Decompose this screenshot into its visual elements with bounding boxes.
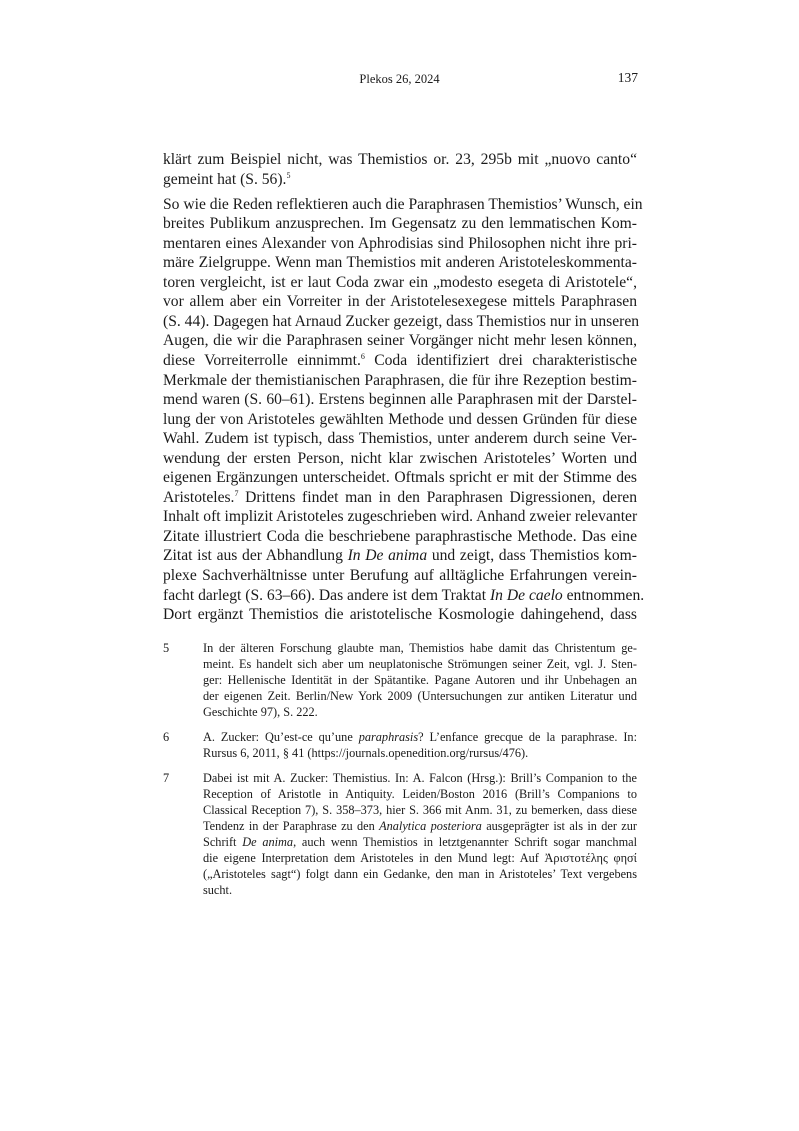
paragraph (163, 195, 645, 625)
text-run: Aristoteles. (163, 488, 235, 506)
text-line (163, 234, 637, 254)
text-line (163, 390, 637, 410)
text-run: Zitate illustriert Coda die beschriebene paraphrastische Methode. Das eine (163, 527, 637, 545)
text-line (163, 410, 637, 430)
text-line (163, 331, 637, 351)
footnote-6 (163, 729, 637, 761)
text-line (203, 786, 637, 802)
text-line (203, 640, 637, 656)
text-run: Classical Reception 7), S. 358–373, hier S. 366 mit Anm. 31, zu bemerken, dass diese (203, 803, 637, 817)
text-run: Dort ergänzt Themistios die aristotelische Kosmologie dahingehend, dass (163, 606, 637, 624)
text-line (203, 656, 637, 672)
text-run: Zitat ist aus der Abhandlung (163, 547, 348, 565)
text-run: Geschichte 97), S. 222. (203, 705, 318, 719)
text-run: Drittens findet man in den Paraphrasen Digressionen, deren (238, 488, 637, 506)
text-run: ? L’enfance grecque de la paraphrase. In: (418, 730, 637, 744)
text-run: breites Publikum anzusprechen. Im Gegensatz zu den lemmatischen Kom- (163, 215, 637, 233)
footnotes (163, 640, 637, 907)
text-run: Inhalt oft implizit Aristoteles zugeschrieben wird. Anhand zweier relevanter (163, 508, 638, 526)
text-line (163, 566, 637, 586)
text-line (203, 802, 637, 818)
text-run: mend waren (S. 60–61). Erstens beginnen alle Paraphrasen mit der Darstel- (163, 391, 637, 409)
text-run: Coda identifiziert drei charakteristische (364, 351, 638, 369)
footnote-number: 5 (163, 641, 170, 655)
text-line (163, 429, 637, 449)
text-run: facht darlegt (S. 63–66). Das andere ist dem Traktat (163, 586, 490, 604)
text-run: ausgeprägter ist als in der zur (481, 819, 637, 833)
text-line (163, 292, 637, 312)
text-run: die eigene Interpretation dem Aristoteles in den Mund legt: Auf Ἀριστοτέλης φησί (203, 851, 637, 865)
paragraph (163, 150, 637, 189)
text-line (163, 253, 637, 273)
text-line (163, 214, 637, 234)
text-line (203, 850, 637, 866)
text-run: entnommen. (562, 586, 645, 604)
text-run: In der älteren Forschung glaubte man, Themistios habe damit das Christentum ge- (203, 641, 637, 655)
text-run: („Aristoteles sagt“) folgt dann ein Gedanke, den man in Aristoteles’ Text vergebens (203, 867, 637, 881)
text-run: gemeint hat (S. 56). (163, 170, 287, 188)
text-line (163, 351, 637, 371)
text-run: lung der von Aristoteles gewählten Methode und dessen Gründen für diese (163, 410, 637, 428)
italic-title: Analytica posteriora (379, 819, 482, 833)
text-line (163, 527, 637, 547)
text-line (203, 672, 637, 688)
text-line (163, 605, 637, 625)
text-run: meint. Es handelt sich aber um neuplatonische Strömungen seiner Zeit, vgl. J. Sten- (203, 657, 637, 671)
text-line (163, 273, 637, 293)
italic-title: paraphrasis (358, 730, 419, 744)
text-run: wendung der ersten Person, nicht klar zwischen Aristoteles’ Worten und (163, 449, 637, 467)
text-run: (S. 44). Dagegen hat Arnaud Zucker gezeigt, dass Themistios nur in unseren (163, 312, 640, 330)
text-run: der eigenen Zeit. Berlin/New York 2009 (Untersuchungen zur antiken Literatur und (203, 689, 637, 703)
text-run: sucht. (203, 883, 233, 897)
text-run: eigenen Ergänzungen unterscheidet. Oftmals spricht er mit der Stimme des (163, 469, 637, 487)
text-line (203, 834, 637, 850)
text-run: klärt zum Beispiel nicht, was Themistios or. 23, 295b mit „nuovo canto“ (163, 151, 637, 168)
text-run: und zeigt, dass Themistios kom- (427, 547, 637, 565)
text-run: Wahl. Zudem ist typisch, dass Themistios, unter anderem durch seine Ver- (163, 430, 637, 448)
text-line (163, 312, 640, 332)
italic-title: De anima (242, 835, 294, 849)
footnote-reference[interactable]: 6 (360, 351, 365, 361)
body-text (163, 150, 645, 630)
text-run: mentaren eines Alexander von Aphrodisias sind Philosophen nicht ihre pri- (163, 234, 637, 252)
running-head: Plekos 26, 2024 (359, 72, 440, 86)
text-run: Dabei ist mit A. Zucker: Themistius. In: A. Falcon (Hrsg.): Brill’s Companion to the (203, 771, 637, 785)
text-run: vor allem aber ein Vorreiter in der Aristotelesexegese mittels Paraphrasen (163, 293, 637, 311)
text-line (163, 371, 637, 391)
text-run: , auch wenn Themistios in letztgenannter Schrift sogar manchmal (293, 835, 638, 849)
text-run: plexe Sachverhältnisse unter Berufung auf alltägliche Erfahrungen verein- (163, 566, 637, 584)
text-line (203, 729, 637, 745)
text-line (203, 882, 637, 898)
text-line (163, 546, 637, 566)
text-line (203, 704, 637, 720)
text-run: Reception of Aristotle in Antiquity. Leiden/Boston 2016 (Brill’s Companions to (203, 787, 637, 801)
text-line (163, 449, 637, 469)
text-run: Tendenz in der Paraphrase zu den (203, 819, 380, 833)
footnote-number: 6 (163, 730, 170, 744)
text-run: toren vergleicht, ist er laut Coda zwar ein „modesto esegeta di Aristotele“, (163, 273, 637, 291)
text-line (163, 195, 643, 215)
text-run: märe Zielgruppe. Wenn man Themistios mit anderen Aristoteleskommenta- (163, 254, 637, 272)
text-run: diese Vorreiterrolle einnimmt. (163, 351, 361, 369)
text-run: Schrift (203, 835, 243, 849)
text-line (203, 818, 637, 834)
text-line (203, 866, 637, 882)
text-line (163, 586, 645, 606)
page-number: 137 (617, 70, 638, 85)
text-line (163, 170, 637, 190)
text-run: A. Zucker: Qu’est-ce qu’une (203, 730, 359, 744)
text-line (163, 488, 637, 508)
italic-title: In De anima (347, 547, 428, 565)
footnote-reference[interactable]: 7 (234, 488, 239, 498)
text-line (203, 745, 637, 761)
text-line (203, 688, 637, 704)
footnote-number: 7 (163, 771, 170, 785)
text-run: Merkmale der themistianischen Paraphrasen, die für ihre Rezeption bestim- (163, 371, 637, 389)
text-line (163, 150, 637, 170)
text-run: So wie die Reden reflektieren auch die Paraphrasen Themistios’ Wunsch, ein (163, 195, 643, 213)
text-run: Rursus 6, 2011, § 41 (https://journals.openedition.org/rursus/476). (203, 746, 529, 760)
text-run: ger: Hellenische Identität in der Spätantike. Pagane Autoren und ihr Unbehagen an (203, 673, 637, 687)
footnote-7 (163, 770, 637, 898)
text-line (203, 770, 637, 786)
text-line (163, 468, 637, 488)
footnote-5 (163, 640, 637, 720)
text-run: Augen, die wir die Paraphrasen seiner Vorgänger nicht mehr lesen können, (163, 332, 637, 350)
italic-title: In De caelo (489, 586, 563, 604)
footnote-reference[interactable]: 5 (286, 170, 291, 180)
text-line (163, 507, 637, 527)
